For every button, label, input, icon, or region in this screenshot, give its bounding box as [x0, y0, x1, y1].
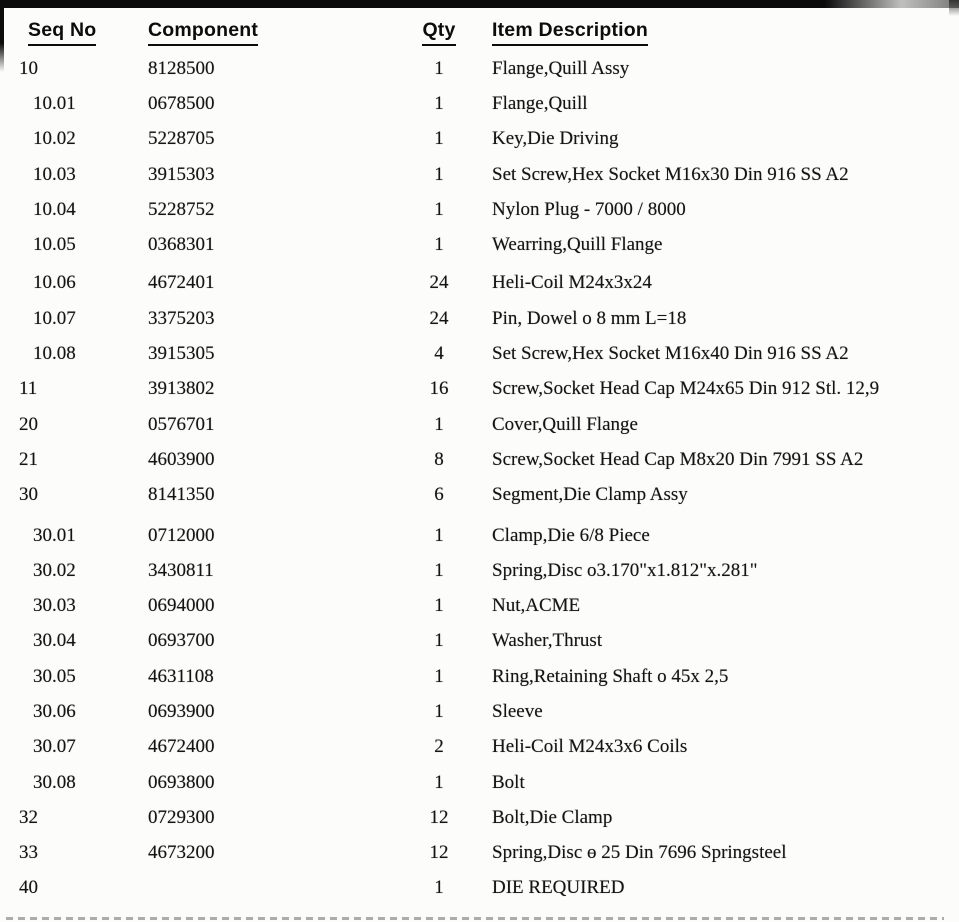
cell-item-description: Wearring,Quill Flange [492, 234, 663, 256]
cell-item-description: Screw,Socket Head Cap M8x20 Din 7991 SS A2 [492, 448, 864, 470]
cell-item-description: Flange,Quill [492, 92, 588, 114]
cell-seq-no: 30.05 [33, 665, 76, 687]
cell-item-description: Washer,Thrust [492, 630, 603, 652]
table-row [0, 553, 959, 588]
cell-item-description: Set Screw,Hex Socket M16x40 Din 916 SS A2 [492, 343, 849, 365]
cell-seq-no: 10.08 [33, 343, 76, 365]
table-header-row [0, 16, 959, 48]
table-row [0, 478, 959, 513]
cell-seq-no: 40 [19, 877, 38, 899]
cell-seq-no: 30.06 [33, 700, 76, 722]
header-item-description: Item Description [463, 19, 959, 46]
table-row [0, 694, 959, 729]
cell-qty: 4 [434, 343, 444, 365]
cell-component: 4672400 [148, 736, 215, 758]
table-row [0, 442, 959, 477]
cell-component: 0576701 [148, 413, 215, 435]
cell-qty: 1 [434, 92, 444, 114]
cell-component: 3375203 [148, 307, 215, 329]
parts-list-table [0, 16, 959, 906]
table-row [0, 266, 959, 301]
table-row [0, 659, 959, 694]
cell-component: 4672401 [148, 272, 215, 294]
cell-seq-no: 11 [19, 378, 38, 400]
cell-seq-no: 10 [19, 57, 38, 79]
cell-component: 5228705 [148, 128, 215, 150]
header-qty: Qty [415, 19, 463, 46]
cell-qty: 12 [429, 842, 449, 864]
cell-qty: 1 [434, 163, 444, 185]
cell-component: 0368301 [148, 234, 215, 256]
cell-seq-no: 10.05 [33, 234, 76, 256]
cell-seq-no: 10.01 [33, 92, 76, 114]
cell-item-description: Flange,Quill Assy [492, 57, 630, 79]
cell-item-description: Set Screw,Hex Socket M16x30 Din 916 SS A2 [492, 163, 849, 185]
table-row [0, 336, 959, 371]
table-row [0, 192, 959, 227]
cell-qty: 16 [429, 378, 449, 400]
cell-qty: 1 [434, 595, 444, 617]
cell-qty: 1 [434, 877, 444, 899]
cell-component: 3915305 [148, 343, 215, 365]
cell-seq-no: 30.03 [33, 595, 76, 617]
cell-item-description: Nut,ACME [492, 595, 581, 617]
table-row [0, 871, 959, 906]
cell-seq-no: 10.06 [33, 272, 76, 294]
cell-component: 0678500 [148, 92, 215, 114]
table-row [0, 407, 959, 442]
cell-qty: 1 [434, 524, 444, 546]
cell-component: 4673200 [148, 842, 215, 864]
cell-item-description: Sleeve [492, 700, 543, 722]
cell-qty: 12 [429, 806, 449, 828]
cell-seq-no: 32 [19, 806, 38, 828]
cell-component: 0712000 [148, 524, 215, 546]
cell-component: 4603900 [148, 448, 215, 470]
cell-qty: 2 [434, 736, 444, 758]
cell-seq-no: 30.01 [33, 524, 76, 546]
cell-qty: 1 [434, 665, 444, 687]
cell-qty: 1 [434, 413, 444, 435]
cell-seq-no: 10.02 [33, 128, 76, 150]
table-row [0, 51, 959, 86]
cell-item-description: Pin, Dowel o 8 mm L=18 [492, 307, 687, 329]
cell-component: 3915303 [148, 163, 215, 185]
cell-item-description: Clamp,Die 6/8 Piece [492, 524, 650, 546]
cell-item-description: Heli-Coil M24x3x6 Coils [492, 736, 688, 758]
cell-item-description: Ring,Retaining Shaft o 45x 2,5 [492, 665, 729, 687]
cell-qty: 24 [429, 307, 449, 329]
cell-item-description: Spring,Disc o3.170"x1.812"x.281" [492, 559, 758, 581]
cell-item-description: Key,Die Driving [492, 128, 619, 150]
cell-seq-no: 33 [19, 842, 38, 864]
cell-seq-no: 10.03 [33, 163, 76, 185]
cell-qty: 1 [434, 198, 444, 220]
scan-edge-bottom-line [6, 917, 944, 920]
cell-item-description: Bolt,Die Clamp [492, 806, 613, 828]
cell-component: 0693700 [148, 630, 215, 652]
cell-qty: 1 [434, 234, 444, 256]
cell-item-description: Cover,Quill Flange [492, 413, 638, 435]
cell-qty: 24 [429, 272, 449, 294]
cell-seq-no: 10.04 [33, 198, 76, 220]
cell-component: 5228752 [148, 198, 215, 220]
cell-seq-no: 30.04 [33, 630, 76, 652]
cell-seq-no: 30 [19, 484, 38, 506]
cell-item-description: Spring,Disc ɵ 25 Din 7696 Springsteel [492, 842, 787, 864]
table-row [0, 86, 959, 121]
table-row [0, 624, 959, 659]
cell-seq-no: 21 [19, 448, 38, 470]
cell-qty: 1 [434, 559, 444, 581]
table-row [0, 800, 959, 835]
cell-qty: 1 [434, 630, 444, 652]
scan-edge-corner-mark [949, 0, 959, 16]
cell-item-description: Bolt [492, 771, 525, 793]
cell-qty: 1 [434, 700, 444, 722]
table-row [0, 588, 959, 623]
cell-component: 0693800 [148, 771, 215, 793]
cell-component: 0694000 [148, 595, 215, 617]
cell-component: 0729300 [148, 806, 215, 828]
cell-qty: 1 [434, 57, 444, 79]
cell-seq-no: 20 [19, 413, 38, 435]
cell-item-description: DIE REQUIRED [492, 877, 625, 899]
cell-qty: 6 [434, 484, 444, 506]
table-row [0, 836, 959, 871]
cell-qty: 8 [434, 448, 444, 470]
scan-edge-top-bar [0, 0, 959, 8]
table-row [0, 157, 959, 192]
cell-component: 0693900 [148, 700, 215, 722]
table-row [0, 227, 959, 262]
header-component: Component [148, 19, 415, 46]
cell-component: 3913802 [148, 378, 215, 400]
cell-item-description: Nylon Plug - 7000 / 8000 [492, 198, 686, 220]
cell-qty: 1 [434, 771, 444, 793]
table-row [0, 301, 959, 336]
cell-qty: 1 [434, 128, 444, 150]
table-row [0, 122, 959, 157]
cell-component: 3430811 [148, 559, 214, 581]
cell-seq-no: 30.02 [33, 559, 76, 581]
table-body [0, 51, 959, 906]
cell-item-description: Segment,Die Clamp Assy [492, 484, 688, 506]
cell-component: 4631108 [148, 665, 214, 687]
header-seq-no: Seq No [0, 19, 148, 46]
cell-component: 8128500 [148, 57, 215, 79]
table-row [0, 730, 959, 765]
table-row [0, 765, 959, 800]
cell-component: 8141350 [148, 484, 215, 506]
cell-item-description: Heli-Coil M24x3x24 [492, 272, 652, 294]
table-row [0, 372, 959, 407]
cell-seq-no: 30.07 [33, 736, 76, 758]
cell-seq-no: 30.08 [33, 771, 76, 793]
cell-seq-no: 10.07 [33, 307, 76, 329]
cell-item-description: Screw,Socket Head Cap M24x65 Din 912 Stl. 12,9 [492, 378, 880, 400]
table-row [0, 518, 959, 553]
